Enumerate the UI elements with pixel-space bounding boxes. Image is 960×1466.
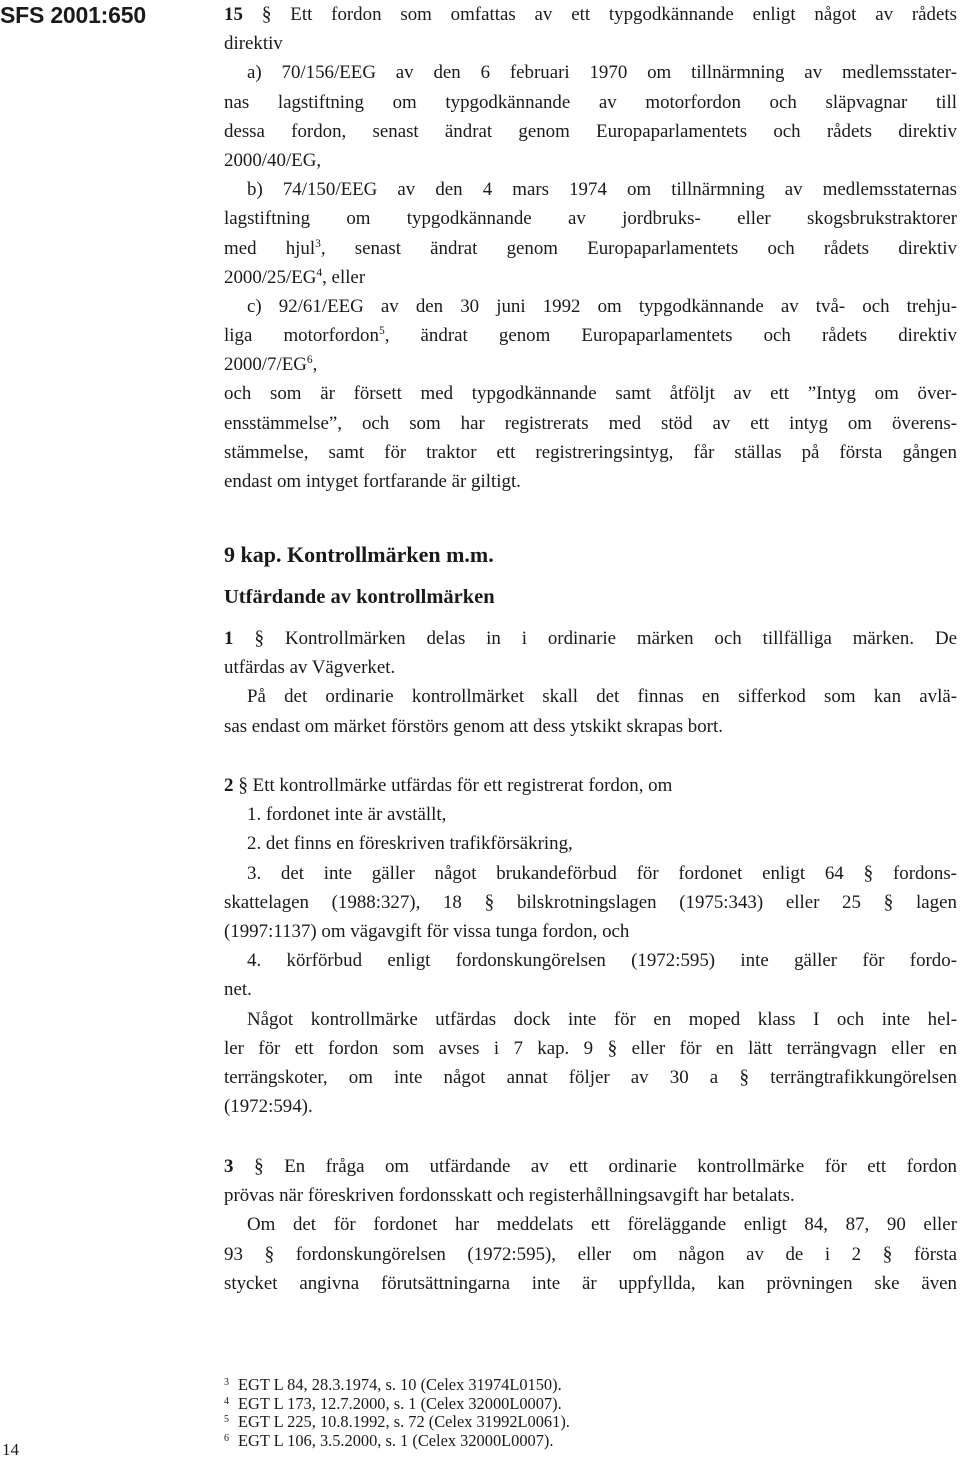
section-sign: § bbox=[253, 1156, 264, 1177]
text-line: Om det för fordonet har meddelats ett föreläggande enligt 84, 87, 90 eller bbox=[247, 1214, 957, 1236]
section-number: 2 bbox=[224, 775, 234, 796]
text-line: $2000/7/EG^6$, bbox=[224, 354, 318, 376]
section-number: 3 bbox=[224, 1156, 234, 1177]
text-line: 1. fordonet inte är avställt, bbox=[247, 804, 447, 826]
text-line: skattelagen (1988:327), 18 § bilskrotningslagen (1975:343) eller 25 § lagen bbox=[224, 891, 957, 913]
text-line: 1 § Kontrollmärken delas in i ordinarie märken och tillfälliga märken. De bbox=[224, 628, 957, 649]
text-line: b) 74/150/EEG av den 4 mars 1974 om tillnärmning av medlemsstaternas bbox=[247, 179, 957, 201]
section-3 bbox=[224, 1152, 957, 1298]
text-line: 15 § Ett fordon som omfattas av ett typgodkännande enligt något av rådets bbox=[224, 4, 957, 25]
footnote: $^5$ EGT L 225, 10.8.1992, s. 72 (Celex 31992L0061). bbox=[224, 1412, 570, 1432]
text-line: endast om intyget fortfarande är giltigt. bbox=[224, 471, 521, 492]
section-15 bbox=[224, 0, 957, 496]
section-subtitle: Utfärdande av kontrollmärken bbox=[224, 586, 495, 608]
section-sign: § bbox=[484, 891, 495, 913]
text-line: Något kontrollmärke utfärdas dock inte för en moped klass I och inte hel- bbox=[247, 1008, 957, 1030]
text-line: prövas när föreskriven fordonsskatt och registerhållningsavgift har betalats. bbox=[224, 1185, 795, 1207]
section-sign: § bbox=[739, 1066, 750, 1088]
section-2 bbox=[224, 771, 957, 1121]
section-1 bbox=[224, 624, 957, 741]
text-line: dessa fordon, senast ändrat genom Europaparlamentets och rådets direktiv bbox=[224, 120, 957, 142]
footnotes bbox=[224, 1376, 957, 1450]
text-line: ensstämmelse”, och som har registrerats med stöd av ett intyg om överens- bbox=[224, 412, 957, 434]
text-line: a) 70/156/EEG av den 6 februari 1970 om tillnärmning av medlemsstater- bbox=[247, 62, 957, 84]
section-sign: § bbox=[238, 775, 248, 796]
text-line: 2. det finns en föreskriven trafikförsäkring, bbox=[247, 833, 573, 855]
section-sign: § bbox=[607, 1037, 618, 1059]
section-sign: § bbox=[254, 628, 265, 649]
text-line: c) 92/61/EEG av den 30 juni 1992 om typgodkännande av två- och trehju- bbox=[247, 295, 957, 317]
section-number: 1 bbox=[224, 628, 234, 649]
text-line: terrängskoter, om inte något annat följer av 30 a § terrängtrafikkungörelsen bbox=[224, 1066, 957, 1088]
section-sign: § bbox=[863, 862, 874, 884]
chapter-heading-block bbox=[224, 540, 957, 570]
footnote: $^4$ EGT L 173, 12.7.2000, s. 1 (Celex 32000L0007). bbox=[224, 1393, 562, 1413]
text-line: 93 § fordonskungörelsen (1972:595), eller om någon av de i 2 § första bbox=[224, 1243, 957, 1265]
footnote-ref: 5 bbox=[378, 325, 385, 338]
section-sign: § bbox=[261, 4, 272, 25]
text-line: och som är försett med typgodkännande samt åtföljt av ett ”Intyg om över- bbox=[224, 383, 957, 405]
text-line: ler för ett fordon som avses i 7 kap. 9 § eller för en lätt terrängvagn eller en bbox=[224, 1037, 957, 1059]
page-number: 14 bbox=[2, 1440, 19, 1459]
text-line: liga motorfordon$^5$, ändrat genom Europaparlamentets och rådets direktiv bbox=[224, 325, 957, 347]
text-line: nas lagstiftning om typgodkännande av motorfordon och släpvagnar till bbox=[224, 91, 957, 113]
text-line: direktiv bbox=[224, 33, 283, 55]
footnote-ref: 4 bbox=[316, 266, 323, 279]
text-line: 4. körförbud enligt fordonskungörelsen (1972:595) inte gäller för fordo- bbox=[247, 950, 957, 972]
sfs-number: SFS 2001:650 bbox=[0, 2, 146, 28]
text-line: stycket angivna förutsättningarna inte är uppfyllda, kan prövningen ske även bbox=[224, 1272, 957, 1294]
section-sign: § bbox=[882, 1243, 893, 1265]
footnote-ref: 3 bbox=[315, 237, 321, 250]
text-line: (1997:1137) om vägavgift för vissa tunga fordon, och bbox=[224, 920, 630, 942]
text-line: (1972:594). bbox=[224, 1096, 313, 1118]
section-sign: § bbox=[883, 891, 894, 913]
text-line: 2 § Ett kontrollmärke utfärdas för ett registrerat fordon, om bbox=[224, 775, 673, 796]
text-line: sas endast om märket förstörs genom att dess ytskikt skrapas bort. bbox=[224, 715, 723, 737]
text-line: net. bbox=[224, 979, 252, 1001]
footnote-ref: 6 bbox=[306, 354, 313, 367]
text-line: 2000/40/EG, bbox=[224, 149, 322, 171]
chapter-title: 9 kap. Kontrollmärken m.m. bbox=[224, 542, 494, 567]
subheading-block bbox=[224, 582, 957, 612]
text-line: På det ordinarie kontrollmärket skall det finnas en sifferkod som kan avlä- bbox=[247, 686, 957, 708]
text-line: med hjul$^3$, senast ändrat genom Europaparlamentets och rådets direktiv bbox=[224, 237, 957, 259]
footnote: $^6$ EGT L 106, 3.5.2000, s. 1 (Celex 32000L0007). bbox=[224, 1430, 554, 1450]
text-line: lagstiftning om typgodkännande av jordbruks- eller skogsbrukstraktorer bbox=[224, 208, 957, 230]
text-line: 3 § En fråga om utfärdande av ett ordinarie kontrollmärke för ett fordon bbox=[224, 1156, 957, 1177]
text-line: 3. det inte gäller något brukandeförbud för fordonet enligt 64 § fordons- bbox=[247, 862, 957, 884]
text-line: stämmelse, samt för traktor ett registreringsintyg, får ställas på första gången bbox=[224, 441, 957, 463]
text-line: utfärdas av Vägverket. bbox=[224, 657, 396, 679]
section-sign: § bbox=[264, 1243, 275, 1265]
footnote: $^3$ EGT L 84, 28.3.1974, s. 10 (Celex 31974L0150). bbox=[224, 1375, 562, 1394]
text-line: $2000/25/EG^4$, eller bbox=[224, 266, 366, 288]
